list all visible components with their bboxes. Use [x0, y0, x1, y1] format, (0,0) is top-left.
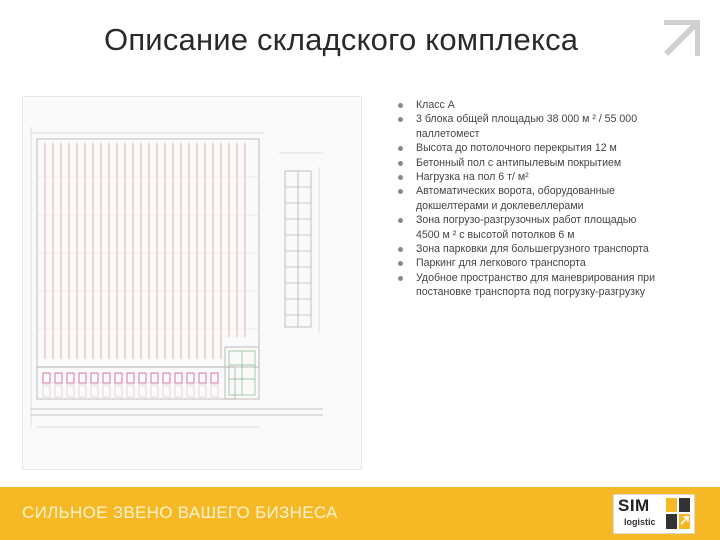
list-item [397, 213, 659, 242]
list-item-text: Нагрузка на пол 6 т/ м² [416, 171, 529, 184]
plan-outline [31, 139, 323, 415]
list-item-text: Удобное пространство для маневрирования при постановке транспорта под погрузку-разгрузку [416, 271, 655, 299]
list-item-text: Высота до потолочного перекрытия 12 м [416, 142, 617, 155]
warehouse-floor-plan [22, 96, 362, 470]
bullet-dot-icon [398, 175, 403, 180]
list-item [397, 141, 659, 155]
plan-racks [45, 143, 245, 359]
list-item [397, 156, 659, 170]
plan-dimension-lines [31, 127, 323, 427]
feature-list [397, 98, 659, 300]
logo-arrow-icon [666, 498, 690, 529]
list-item [397, 271, 659, 300]
bullet-dot-icon [398, 103, 403, 108]
list-item-text: Класс А [416, 99, 455, 111]
plan-parking [285, 171, 311, 327]
list-item [397, 256, 659, 270]
list-item [397, 112, 659, 141]
bullet-dot-icon [398, 146, 403, 151]
list-item-text: Автоматических ворота, оборудованные докшелтерами и доклевеллерами [416, 185, 616, 212]
list-item [397, 242, 659, 256]
bullet-dot-icon [398, 247, 403, 252]
list-item-text: 3 блока общей площадью 38 000 м ² / 55 000 паллетомест [416, 113, 638, 140]
bullet-dot-icon [398, 189, 403, 194]
bullet-dot-icon [398, 218, 403, 223]
footer-slogan: СИЛЬНОЕ ЗВЕНО ВАШЕГО БИЗНЕСА [22, 503, 338, 522]
plan-aisles [37, 177, 259, 329]
bullet-dot-icon [398, 161, 403, 166]
list-item-text: Бетонный пол с антипылевым покрытием [416, 156, 622, 169]
logo-sub-text: logistic [624, 517, 656, 527]
list-item [397, 170, 659, 184]
slide-title: Описание складского комплекса [104, 22, 579, 57]
company-logo [613, 494, 695, 534]
bullet-dot-icon [398, 117, 403, 122]
list-item [397, 98, 659, 112]
list-item [397, 184, 659, 213]
arrow-up-right-icon [662, 20, 700, 58]
plan-dock-trucks [43, 385, 218, 397]
plan-docks [43, 373, 218, 383]
list-item-text: Зона погрузо-разгрузочных работ площадью 4500 м ² с высотой потолков 6 м [416, 214, 637, 241]
bullet-dot-icon [398, 261, 403, 266]
list-item-text: Паркинг для легкового транспорта [416, 257, 586, 270]
bullet-dot-icon [398, 276, 403, 281]
logo-main-text: SIM [618, 496, 650, 515]
list-item-text: Зона парковки для большегрузного транспорта [416, 243, 649, 256]
plan-office-block [229, 351, 255, 395]
